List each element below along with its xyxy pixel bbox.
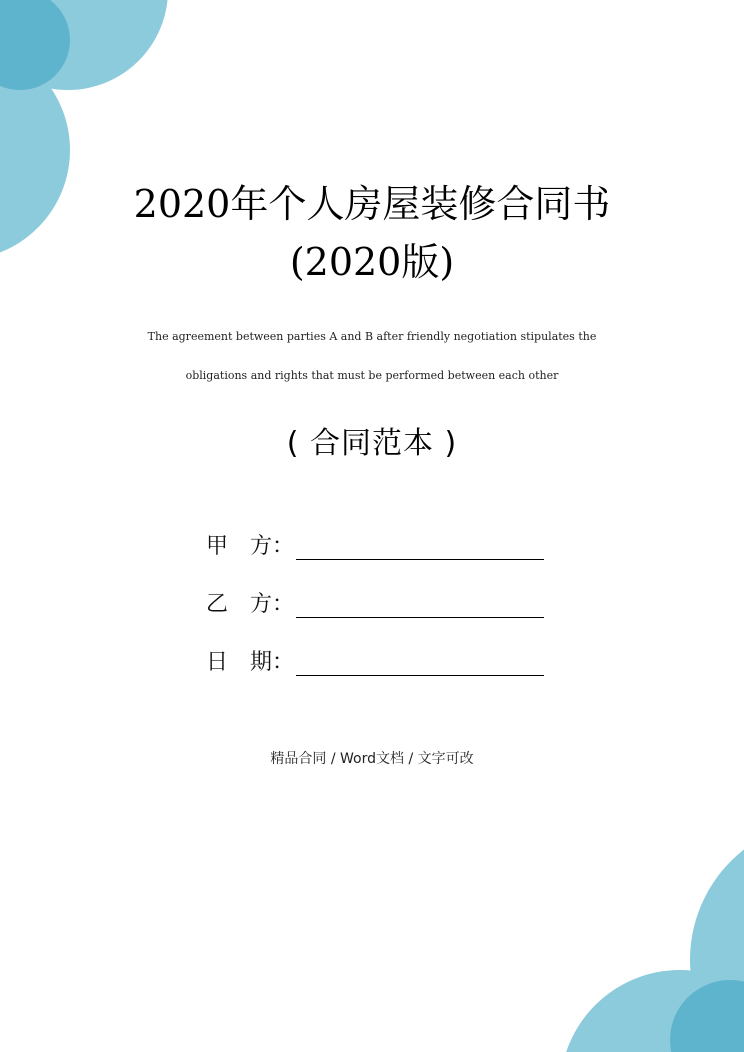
english-subtitle-line-1: The agreement between parties A and B after friendly negotiation stipulates the: [147, 330, 597, 343]
party-a-label: 甲 方：: [206, 534, 295, 559]
footer-note: 精品合同 / Word文档 / 文字可改: [270, 751, 474, 767]
party-b-blank: [296, 592, 544, 618]
contract-sample-label: ( 合同范本 ): [286, 426, 458, 461]
bottom-right-circles: [560, 820, 744, 1052]
date-field: [206, 646, 544, 676]
party-a-blank: [296, 534, 544, 560]
date-blank: [296, 650, 544, 676]
date-label: 日 期：: [206, 650, 295, 675]
document-title-edition: (2020版): [289, 240, 455, 284]
party-b-label: 乙 方：: [206, 592, 295, 617]
document-title: 2020年个人房屋装修合同书: [133, 182, 611, 226]
party-b-field: [206, 588, 544, 618]
party-a-field: [206, 530, 544, 560]
english-subtitle-line-2: obligations and rights that must be performed between each other: [185, 369, 559, 382]
